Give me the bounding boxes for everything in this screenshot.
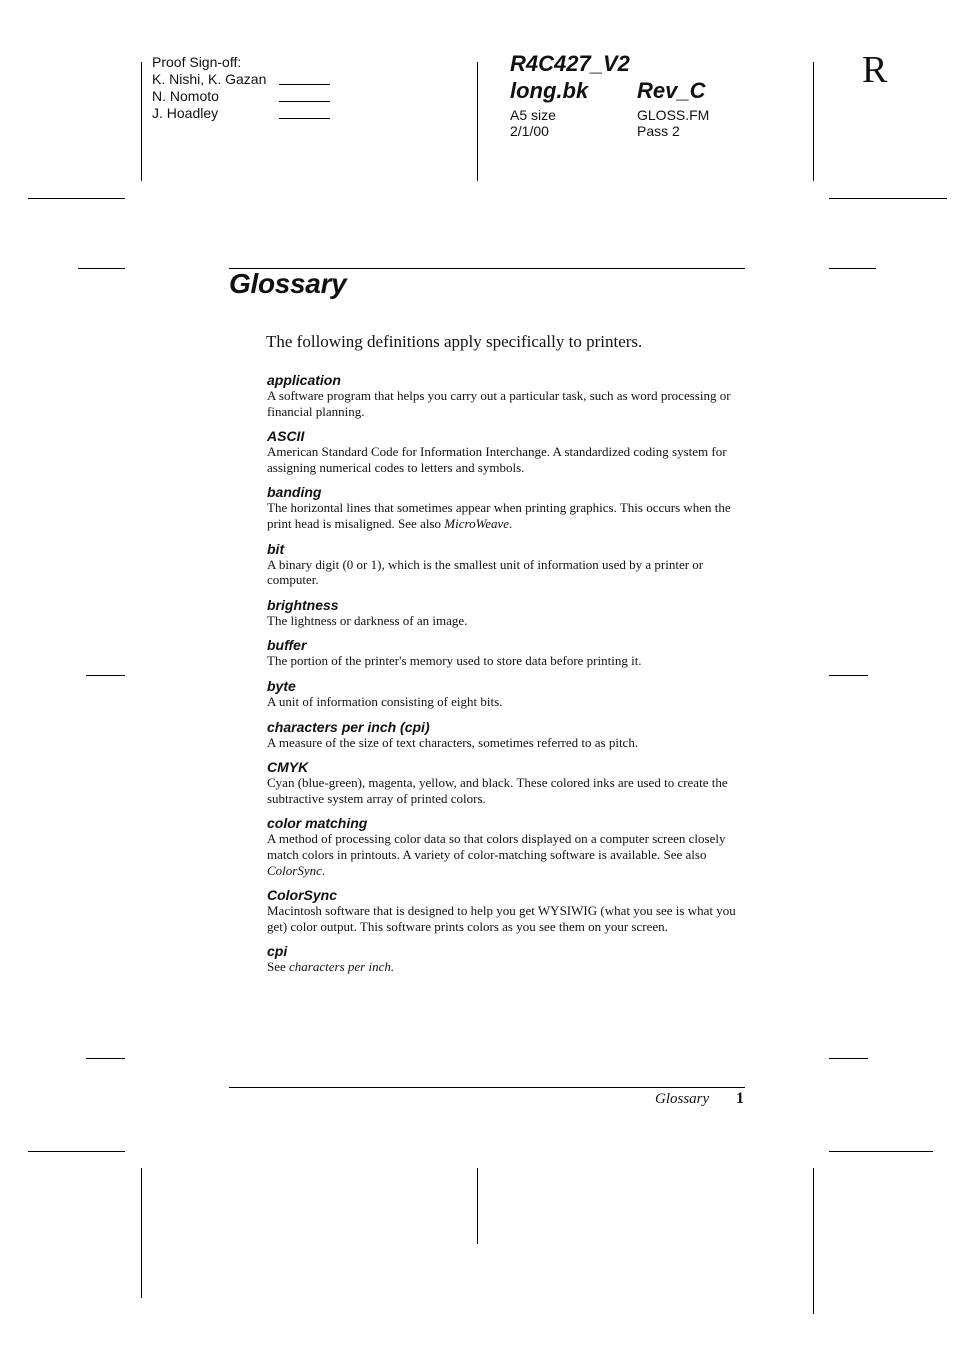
header-book: long.bk bbox=[510, 78, 589, 103]
crop-mark-bottom-right-horizontal bbox=[829, 1151, 933, 1152]
proof-signoff-block bbox=[152, 54, 266, 122]
glossary-entry bbox=[267, 814, 747, 878]
glossary-definition bbox=[267, 444, 747, 475]
header-file: GLOSS.FM bbox=[637, 107, 710, 123]
glossary-entry bbox=[267, 427, 747, 475]
footer-rule bbox=[229, 1087, 745, 1088]
trim-mark-left-middle bbox=[86, 675, 125, 676]
glossary-term: buffer bbox=[267, 637, 307, 654]
glossary-entry bbox=[267, 758, 747, 806]
glossary-definition bbox=[267, 653, 747, 669]
definition-text: Cyan (blue-green), magenta, yellow, and black. These colored inks are used to create the subtractive system array of printed colors. bbox=[267, 775, 728, 806]
glossary-entry bbox=[267, 636, 747, 669]
definition-text: The horizontal lines that sometimes appear when printing graphics. This occurs when the print head is misaligned. See also bbox=[267, 500, 731, 531]
glossary-term: CMYK bbox=[267, 759, 309, 776]
definition-text: Macintosh software that is designed to help you get WYSIWIG (what you see is what you get) color output. This software prints colors as you see them on your screen. bbox=[267, 903, 736, 934]
glossary-term: application bbox=[267, 372, 341, 388]
crop-mark-top-right-vertical bbox=[813, 62, 814, 181]
glossary-definition bbox=[267, 959, 747, 975]
definition-text: A binary digit (0 or 1), which is the smallest unit of information used by a printer or computer. bbox=[267, 556, 704, 588]
definition-text: American Standard Code for Information Interchange. A standardized coding system for assigning numerical codes to letters and symbols. bbox=[267, 444, 727, 475]
definition-text: A software program that helps you carry out a particular task, such as word processing or financial planning. bbox=[267, 388, 731, 419]
glossary-term: ColorSync bbox=[267, 887, 338, 904]
cross-reference: characters per inch. bbox=[289, 959, 395, 975]
definition-end-punctuation: . bbox=[509, 515, 513, 531]
crop-mark-bottom-center-vertical bbox=[477, 1168, 478, 1244]
signature-blank bbox=[279, 88, 330, 102]
crop-mark-bottom-right-vertical bbox=[813, 1168, 814, 1314]
glossary-definition bbox=[267, 775, 747, 806]
glossary-entry bbox=[267, 596, 747, 629]
signature-blank bbox=[279, 71, 330, 85]
crop-mark-top-center-vertical bbox=[477, 62, 478, 181]
glossary-definition bbox=[267, 831, 747, 878]
proof-signoff-row bbox=[152, 105, 266, 122]
glossary-term: brightness bbox=[267, 596, 339, 613]
header-revision: Rev_C bbox=[637, 78, 706, 103]
proof-signoff-name: J. Hoadley bbox=[152, 105, 219, 121]
glossary-term: bit bbox=[267, 540, 285, 557]
header-size: A5 size bbox=[510, 107, 556, 123]
glossary-entry bbox=[267, 886, 747, 934]
trim-mark-right-upper bbox=[829, 268, 876, 269]
glossary-entry bbox=[267, 371, 747, 419]
proof-signoff-title: Proof Sign-off: bbox=[152, 54, 242, 70]
trim-mark-left-upper bbox=[78, 268, 125, 269]
trim-mark-left-lower bbox=[86, 1058, 125, 1059]
trim-mark-right-lower bbox=[829, 1058, 868, 1059]
glossary-term: byte bbox=[267, 677, 296, 694]
definition-text: See bbox=[267, 959, 290, 975]
cross-reference: ColorSync bbox=[267, 862, 322, 878]
definition-text: A measure of the size of text characters, sometimes referred to as pitch. bbox=[267, 734, 639, 750]
header-code: R4C427_V2 bbox=[510, 51, 630, 76]
signature-blank bbox=[279, 105, 330, 119]
chapter-title: Glossary bbox=[229, 268, 347, 299]
definition-end-punctuation: . bbox=[321, 862, 326, 878]
corner-letter: R bbox=[862, 49, 888, 91]
proof-signoff-row bbox=[152, 71, 266, 88]
crop-mark-bottom-left-vertical bbox=[141, 1168, 142, 1298]
glossary-entry bbox=[267, 483, 747, 531]
glossary-entry bbox=[267, 718, 747, 751]
glossary-definition bbox=[267, 735, 747, 751]
glossary-term: color matching bbox=[267, 815, 368, 832]
crop-mark-top-right-horizontal bbox=[829, 198, 947, 199]
header-pass: Pass 2 bbox=[637, 123, 680, 139]
glossary-term: ASCII bbox=[267, 428, 305, 445]
footer-section-label: Glossary bbox=[655, 1091, 710, 1107]
proof-signoff-row bbox=[152, 88, 266, 105]
definition-text: The portion of the printer's memory used to store data before printing it. bbox=[267, 653, 642, 669]
glossary-definition bbox=[267, 388, 747, 419]
definition-text: A unit of information consisting of eight bits. bbox=[267, 693, 503, 709]
glossary-definition bbox=[267, 500, 747, 531]
proof-signoff-name: K. Nishi, K. Gazan bbox=[152, 71, 267, 87]
definition-text: The lightness or darkness of an image. bbox=[267, 612, 468, 628]
glossary-definition bbox=[267, 613, 747, 629]
cross-reference: MicroWeave bbox=[444, 515, 510, 531]
crop-mark-bottom-left-horizontal bbox=[28, 1151, 125, 1152]
header-date: 2/1/00 bbox=[510, 123, 549, 139]
trim-mark-right-middle bbox=[829, 675, 868, 676]
glossary-entry bbox=[267, 677, 747, 710]
glossary-definition bbox=[267, 557, 747, 588]
glossary-definition bbox=[267, 694, 747, 710]
glossary-entry bbox=[267, 942, 747, 975]
glossary-entry bbox=[267, 540, 747, 588]
glossary-list bbox=[267, 371, 747, 983]
glossary-term: banding bbox=[267, 484, 322, 501]
definition-text: A method of processing color data so that colors displayed on a computer screen closely match colors in printouts. A variety of color-matching software is available. See also bbox=[267, 831, 726, 862]
page-number: 1 bbox=[736, 1090, 744, 1107]
glossary-term: cpi bbox=[267, 943, 288, 960]
proof-signoff-name: N. Nomoto bbox=[152, 88, 219, 104]
glossary-term: characters per inch (cpi) bbox=[267, 718, 430, 735]
chapter-intro: The following definitions apply specifically to printers. bbox=[266, 332, 643, 351]
crop-mark-top-left-vertical bbox=[141, 62, 142, 181]
glossary-definition bbox=[267, 903, 747, 934]
crop-mark-top-left-horizontal bbox=[28, 198, 125, 199]
